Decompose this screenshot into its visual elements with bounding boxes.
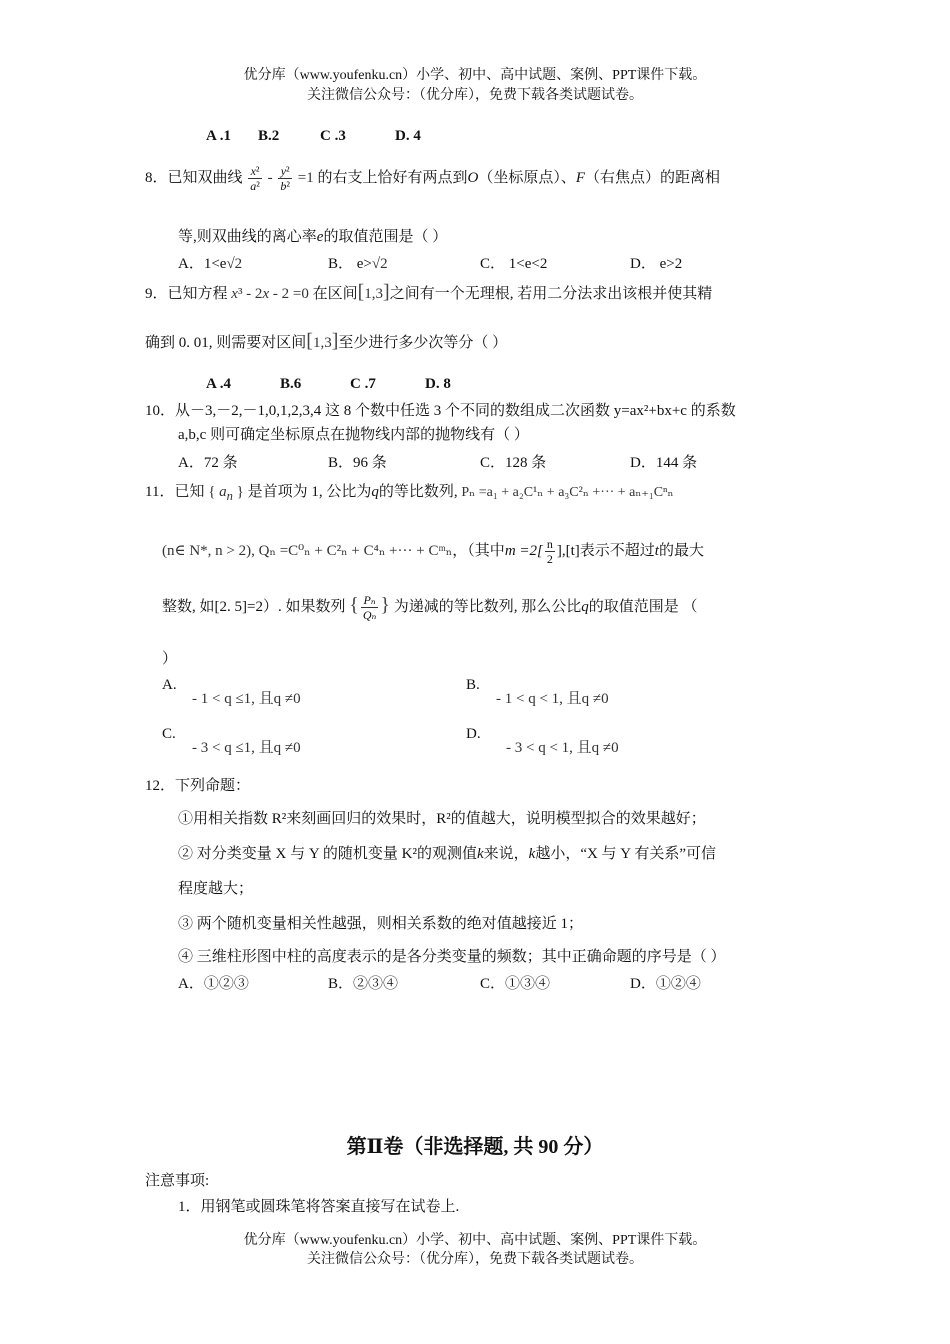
q8-text-a: 的右支上恰好有两点到: [317, 169, 468, 186]
q11-text-h: 的取值范围是 （: [588, 598, 698, 615]
question-10-line-2: a,b,c 则可确定坐标原点在抛物线内部的抛物线有（ ）: [178, 427, 529, 443]
question-11-line-3: 整数, 如[2. 5]=2）. 如果数列 { $\frac{\text{Pₙ}}{\text{Qₙ}}$ } 为递减的等比数列, 那么公比q的取值范围是 （: [162, 593, 698, 622]
q10-option-a: A．72 条: [178, 455, 238, 471]
q11-option-a: - 1 < q ≤1, 且q ≠0: [192, 691, 301, 707]
q8-option-d: D． e>2: [630, 256, 683, 272]
q12-statement-4: ④ 三维柱形图中柱的高度表示的是各分类变量的频数；其中正确命题的序号是（ ）: [178, 949, 726, 965]
q9-text-c: 确到 0. 01, 则需要对区间: [145, 335, 307, 351]
q9-text-b: 之间有一个无理根, 若用二分法求出该根并使其精: [389, 286, 713, 302]
q12-option-d: D．①②④: [630, 976, 701, 992]
question-11-line-4: ）: [162, 651, 178, 667]
q11-option-d: - 3 < q < 1, 且q ≠0: [506, 740, 619, 756]
q11-text-b: 的等比数列,: [378, 484, 458, 500]
question-8-line-1: 8．已知双曲线 $\frac{\text{x²}}{\text{a²}}$ - $\frac{\text{y²}}{\text{b²}}$ =1 的右支上恰好有两点到O（坐标原点）、F（右焦点）的距离相: [145, 164, 721, 193]
q10-option-b: B．96 条: [328, 455, 387, 471]
q11-m: m =2[: [504, 542, 543, 559]
q8-o: O: [467, 169, 479, 186]
q7-option-a: A .1: [206, 128, 232, 144]
question-9-line-1: 9．已知方程 x³ - 2x - 2 =0 在区间[1,3]之间有一个无理根, 若用二分法求出该根并使其精: [145, 281, 713, 303]
q9-option-c: C .7: [350, 376, 376, 392]
q9-text-d: 至少进行多少次等分（ ）: [338, 335, 508, 351]
q8-text-b: （坐标原点）、: [478, 169, 576, 186]
q8-text-c: （右焦点）的距离相: [585, 169, 721, 186]
q11-option-a-label: A.: [162, 677, 177, 693]
q11-option-c-label: C.: [162, 726, 176, 742]
q8-e: e: [316, 229, 324, 245]
q9-option-d: D. 8: [425, 376, 451, 392]
q11-pn-formula: Pₙ =a₁ + a₂C¹ₙ + a₃C²ₙ +··· + aₙ₊₁Cⁿₙ: [461, 485, 674, 500]
q7-option-d: D. 4: [395, 128, 421, 144]
q9-option-b: B.6: [280, 376, 302, 392]
q11-option-b-label: B.: [466, 677, 480, 693]
x2-over-a2: $\frac{\text{x²}}{\text{a²}}$: [250, 164, 260, 193]
q7-option-c: C .3: [320, 128, 346, 144]
q8-option-c: C． 1<e<2: [480, 256, 548, 272]
q11-text-f: 整数, 如[2. 5]=2）. 如果数列: [162, 598, 346, 615]
n-over-2: $\frac{n}{2}$: [546, 537, 553, 566]
q12-option-b: B．②③④: [328, 976, 399, 992]
q10-option-c: C．128 条: [480, 455, 547, 471]
q12-option-a: A．①②③: [178, 976, 249, 992]
q11-option-d-label: D.: [466, 726, 481, 742]
section-2-title: 第Ⅱ卷（非选择题, 共 90 分）: [346, 1136, 604, 1158]
q9-text-a: 在区间: [312, 286, 358, 302]
y2-over-b2: $\frac{\text{y²}}{\text{b²}}$: [280, 164, 290, 193]
q11-text-e: 的最大: [658, 542, 704, 559]
q11-qn-formula: (n∈ N*, n > 2), Qₙ =C⁰ₙ + C²ₙ + C⁴ₙ +··· + Cᵐₙ: [162, 542, 453, 559]
q12-statement-2-cont: 程度越大；: [178, 881, 254, 897]
question-9-line-2: 确到 0. 01, 则需要对区间[1,3]至少进行多少次等分（ ）: [145, 330, 508, 352]
q10-option-d: D．144 条: [630, 455, 698, 471]
q11-t: t: [654, 542, 659, 559]
q8-number: 8．已知双曲线: [145, 169, 243, 186]
q9-interval: 1,3: [364, 286, 384, 302]
question-10-line-1: 10．从－3,－2,－1,0,1,2,3,4 这 8 个数中任选 3 个不同的数组成二次函数 y=ax²+bx+c 的系数: [145, 403, 736, 419]
q12-statement-3: ③ 两个随机变量相关性越强，则相关系数的绝对值越接近 1；: [178, 916, 584, 932]
q11-q: q: [371, 484, 379, 500]
q8-option-a: A．1<e√2: [178, 256, 243, 272]
q7-option-b: B.2: [258, 128, 280, 144]
pn-over-qn: $\frac{\text{Pₙ}}{\text{Qₙ}}$: [362, 593, 377, 622]
q11-option-c: - 3 < q ≤1, 且q ≠0: [192, 740, 301, 756]
header-line-1: 优分库（www.youfenku.cn）小学、初中、高中试题、案例、PPT课件下载。: [243, 68, 707, 83]
q8-option-b: B． e>√2: [328, 256, 388, 272]
header-line-2: 关注微信公众号：（优分库），免费下载各类试题试卷。: [307, 88, 643, 103]
q12-statement-2: ② 对分类变量 X 与 Y 的随机变量 K²的观测值k来说，k越小，“X 与 Y 有关系”可信: [178, 846, 716, 862]
q11-text-d: ],[t]表示不超过: [556, 542, 655, 559]
q11-text-a: 是首项为 1, 公比为: [247, 484, 372, 500]
q11-text-g: 为递减的等比数列, 那么公比: [393, 598, 582, 615]
footer-line-2: 关注微信公众号：（优分库），免费下载各类试题试卷。: [307, 1252, 643, 1267]
q9-number: 9．已知方程: [145, 286, 228, 302]
q11-option-b: - 1 < q < 1, 且q ≠0: [496, 691, 609, 707]
q8-text-e: 的取值范围是（ ）: [323, 229, 448, 245]
footer-line-1: 优分库（www.youfenku.cn）小学、初中、高中试题、案例、PPT课件下载。: [243, 1233, 707, 1248]
q8-text-d: 等,则双曲线的离心率: [178, 229, 317, 245]
question-8-line-2: [178, 226, 447, 248]
q12-option-c: C．①③④: [480, 976, 551, 992]
q8-f: F: [575, 169, 585, 186]
question-12-title: 12．下列命题：: [145, 778, 251, 794]
q9-option-a: A .4: [206, 376, 232, 392]
question-11-line-1: 11．已知 { $a_n$ } 是首项为 1, 公比为q的等比数列, Pₙ =a₁ + a₂C¹ₙ + a₃C²ₙ +··· + aₙ₊₁Cⁿₙ: [145, 484, 674, 503]
q11-text-c: ，（其中: [452, 542, 505, 559]
q11-number: 11．已知: [145, 484, 205, 500]
q12-statement-1: ①用相关指数 R²来刻画回归的效果时，R²的值越大，说明模型拟合的效果越好；: [178, 811, 706, 827]
notes-title: 注意事项:: [145, 1173, 210, 1189]
note-1: 1．用钢笔或圆珠笔将答案直接写在试卷上.: [178, 1199, 460, 1215]
question-11-line-2: [162, 537, 704, 566]
